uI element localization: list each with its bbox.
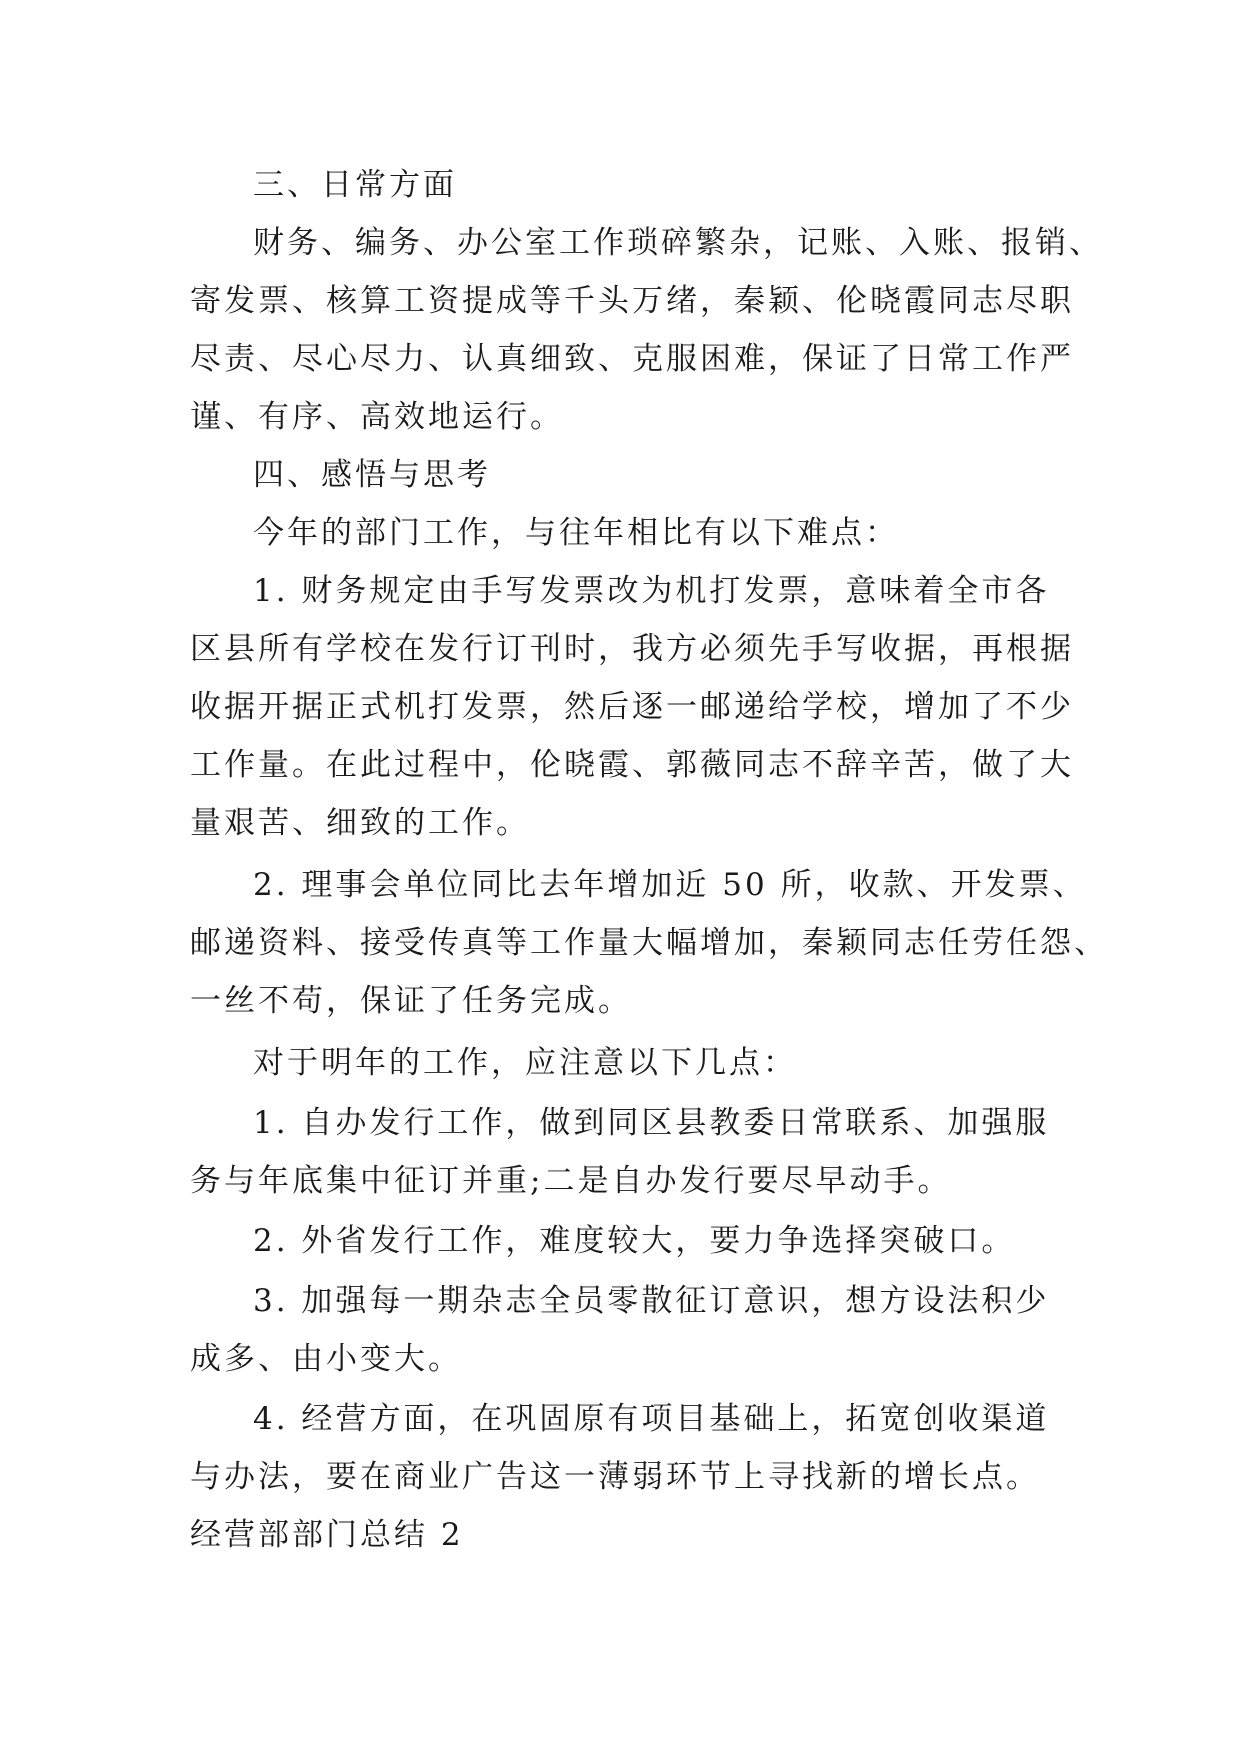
paragraph-line: 务与年底集中征订并重;二是自办发行要尽早动手。 — [190, 1163, 952, 1199]
paragraph-line: 邮递资料、接受传真等工作量大幅增加，秦颖同志任劳任怨、 — [190, 925, 1108, 961]
paragraph-line: 一丝不苟，保证了任务完成。 — [190, 983, 632, 1019]
paragraph-line: 与办法，要在商业广告这一薄弱环节上寻找新的增长点。 — [190, 1459, 1040, 1495]
section-title: 经营部部门总结 2 — [190, 1517, 464, 1553]
section-heading-daily: 三、日常方面 — [253, 167, 457, 203]
paragraph-line: 寄发票、核算工资提成等千头万绪，秦颖、伦晓霞同志尽职 — [190, 283, 1074, 319]
paragraph-line: 区县所有学校在发行订刊时，我方必须先手写收据，再根据 — [190, 631, 1074, 667]
paragraph-line: 财务、编务、办公室工作琐碎繁杂，记账、入账、报销、 — [253, 225, 1103, 261]
paragraph-line: 对于明年的工作，应注意以下几点： — [253, 1045, 797, 1081]
paragraph-line: 谨、有序、高效地运行。 — [190, 399, 564, 435]
list-item-line: 1. 财务规定由手写发票改为机打发票，意味着全市各 — [253, 573, 1050, 609]
list-item-line: 2. 外省发行工作，难度较大，要力争选择突破口。 — [253, 1223, 1016, 1259]
paragraph-line: 今年的部门工作，与往年相比有以下难点： — [253, 515, 899, 551]
list-item-line: 4. 经营方面，在巩固原有项目基础上，拓宽创收渠道 — [253, 1401, 1050, 1437]
paragraph-line: 收据开据正式机打发票，然后逐一邮递给学校，增加了不少 — [190, 689, 1074, 725]
paragraph-line: 成多、由小变大。 — [190, 1341, 462, 1377]
paragraph-line: 工作量。在此过程中，伦晓霞、郭薇同志不辞辛苦，做了大 — [190, 747, 1074, 783]
list-item-line: 1. 自办发行工作，做到同区县教委日常联系、加强服 — [253, 1105, 1050, 1141]
section-heading-reflection: 四、感悟与思考 — [253, 457, 491, 493]
paragraph-line: 量艰苦、细致的工作。 — [190, 805, 530, 841]
paragraph-line: 尽责、尽心尽力、认真细致、克服困难，保证了日常工作严 — [190, 341, 1074, 377]
list-item-line: 2. 理事会单位同比去年增加近 50 所，收款、开发票、 — [253, 867, 1087, 903]
list-item-line: 3. 加强每一期杂志全员零散征订意识，想方设法积少 — [253, 1283, 1050, 1319]
